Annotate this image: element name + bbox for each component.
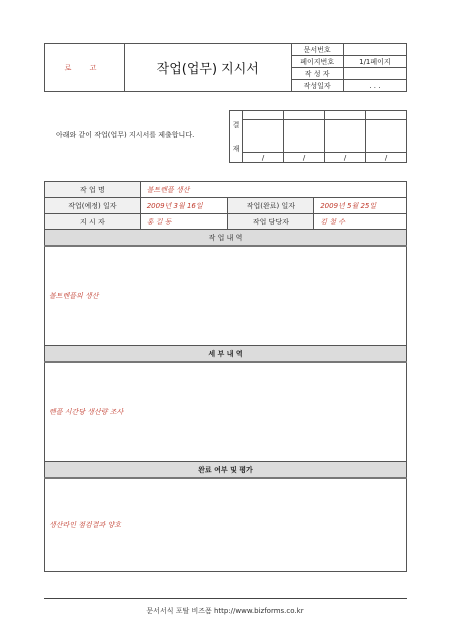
section-work-history-title: 작 업 내 역 — [45, 230, 407, 247]
approval-label-bottom: 재 — [232, 144, 240, 153]
work-order-form — [44, 181, 407, 572]
section-work-history-content: 볼트렌플의 생산 — [45, 246, 407, 346]
approval-head-4 — [366, 111, 407, 120]
instructor-label: 지 시 자 — [45, 214, 141, 230]
section-details-content: 렌플 시간당 생산량 조사 — [45, 362, 407, 462]
approval-sign-3 — [325, 120, 366, 153]
doc-number-label: 문서번호 — [291, 44, 343, 56]
complete-date-label: 작업(완료) 일자 — [228, 198, 314, 214]
approval-sign-1 — [243, 120, 284, 153]
planned-date-label: 작업(예정) 일자 — [45, 198, 141, 214]
intro-text: 아래와 같이 작업(업무) 지시서를 제출합니다. — [56, 131, 195, 139]
page-number-label: 페이지번호 — [291, 56, 343, 68]
work-name-label: 작 업 명 — [45, 182, 141, 198]
approval-label — [230, 111, 243, 163]
footer-divider — [44, 598, 407, 599]
title-cell — [124, 44, 291, 92]
approval-label-top: 결 — [232, 120, 240, 129]
page-number-value: 1/1페이지 — [343, 56, 406, 68]
date-value: . . . — [343, 80, 406, 92]
section-evaluation-title: 완료 여부 및 평가 — [45, 462, 407, 479]
date-label: 작성일자 — [291, 80, 343, 92]
section-details-title: 세 부 내 역 — [45, 346, 407, 363]
author-value — [343, 68, 406, 80]
approval-head-1 — [243, 111, 284, 120]
manager-label: 작업 담당자 — [228, 214, 314, 230]
manager-value: 김 철 수 — [314, 214, 407, 230]
doc-number-value — [343, 44, 406, 56]
author-label: 작 성 자 — [291, 68, 343, 80]
header-table — [44, 43, 407, 92]
document-title: 작업(업무) 지시서 — [156, 62, 259, 77]
approval-date-4: / — [366, 153, 407, 163]
complete-date-value: 2009년 5월 25일 — [314, 198, 407, 214]
approval-date-2: / — [284, 153, 325, 163]
instructor-value: 홍 길 동 — [140, 214, 228, 230]
work-name-value: 볼트렌플 생산 — [140, 182, 406, 198]
approval-box — [229, 110, 407, 163]
approval-date-1: / — [243, 153, 284, 163]
approval-sign-4 — [366, 120, 407, 153]
approval-date-3: / — [325, 153, 366, 163]
footer-text: 문서서식 포탈 비즈폼 http://www.bizforms.co.kr — [146, 607, 304, 615]
section-evaluation-content: 생산라인 점검결과 양호 — [45, 478, 407, 572]
logo-text: 로 고 — [64, 63, 105, 72]
logo-cell — [45, 44, 125, 92]
approval-head-3 — [325, 111, 366, 120]
approval-head-2 — [284, 111, 325, 120]
approval-sign-2 — [284, 120, 325, 153]
planned-date-value: 2009년 3월 16일 — [140, 198, 228, 214]
